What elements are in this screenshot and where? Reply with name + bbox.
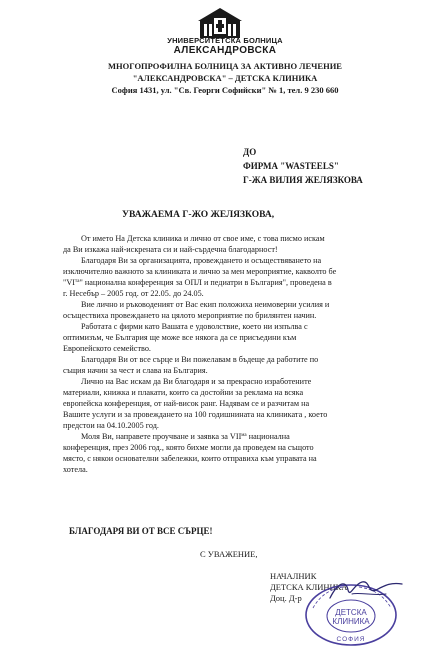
body-line: европейска конференция, от най-висок ранг. Надявам се и разчитам на [63, 399, 310, 408]
letterhead-line1: МНОГОПРОФИЛНА БОЛНИЦА ЗА АКТИВНО ЛЕЧЕНИЕ [108, 61, 342, 71]
body-line-start: Моля Ви, направете проучване и заявка за VII [81, 432, 242, 441]
recipient-company: ФИРМА "WASTEELS" [243, 161, 339, 171]
body-line: г. Несебър – 2005 год. от 22.05. до 24.05. [63, 289, 204, 298]
body-line [63, 431, 413, 442]
letterhead-address: София 1431, ул. "Св. Георги Софийски" № 1, тел. 9 230 660 [111, 85, 339, 95]
letter-body [63, 233, 413, 475]
body-line: изключително важното за клиниката и лично за мен мероприятие, какволто бе [63, 267, 337, 276]
letterhead [60, 60, 390, 96]
hospital-building-cross-icon [198, 6, 242, 40]
recipient-person: Г-ЖА ВИЛИЯ ЖЕЛЯЗКОВА [243, 175, 363, 185]
signoff-title: НАЧАЛНИК [270, 571, 317, 581]
body-line: хотела. [63, 465, 88, 474]
body-line: оптимизъм, че България ще може все някога да се присъедини към [63, 333, 297, 342]
thanks-line: БЛАГОДАРЯ ВИ ОТ ВСЕ СЪРЦЕ! [69, 526, 213, 536]
closing-line: С УВАЖЕНИЕ, [200, 549, 258, 559]
ordinal-suffix: та [74, 279, 80, 284]
salutation: УВАЖАЕМА Г-ЖО ЖЕЛЯЗКОВА, [122, 210, 275, 220]
handwritten-signature [290, 576, 410, 604]
body-line: да Ви изкажа най-искрената си и най-сърдечна благодарност! [63, 245, 278, 254]
stamp-city: СОФИЯ [336, 636, 366, 643]
body-line: конференция, през 2006 год., която бихме могли да проведем на същото [63, 443, 314, 452]
body-line: същия начин за чест и слава на България. [63, 366, 208, 375]
letterhead-line2: "АЛЕКСАНДРОВСКА" – ДЕТСКА КЛИНИКА [132, 73, 318, 83]
hospital-name-line1: УНИВЕРСИТЕТСКА БОЛНИЦА [167, 36, 283, 45]
recipient-block [243, 145, 363, 187]
ordinal-suffix: ма [241, 433, 247, 438]
body-line-rest: национална [246, 432, 290, 441]
body-line: предстои на 04.10.2005 год. [63, 421, 159, 430]
hospital-name [150, 36, 300, 56]
body-line: Благодаря Ви за организацията, провеждането и осъществяването на [81, 256, 322, 265]
hospital-name-line2: АЛЕКСАНДРОВСКА [173, 45, 277, 56]
body-line: Европейското семейство. [63, 344, 151, 353]
body-line: Вашите услуги и за провеждането на 100 годишнината на клиниката , което [63, 410, 328, 419]
stamp-center-line2: КЛИНИКА [332, 617, 370, 626]
signoff-unit: ДЕТСКА КЛИНИКА [270, 582, 348, 592]
body-line [63, 277, 413, 288]
body-line: Лично на Вас искам да Ви благодаря и за прекрасно изработените [81, 377, 312, 386]
body-line: Вие лично и ръководеният от Вас екип положиха неимоверни усилия и [81, 300, 330, 309]
body-line: Благодаря Ви от все сърце и Ви пожелавам в бъдеще да работите по [81, 355, 319, 364]
body-line: осъществиха провеждането на цялото мероприятие по брилянтен начин. [63, 311, 317, 320]
body-line: Работата с фирми като Вашата е удоволствие, което ни изпълва с [81, 322, 308, 331]
stamp-center-line1: ДЕТСКА [335, 608, 367, 617]
recipient-to: ДО [243, 147, 257, 157]
signoff-name: Доц. Д-р [270, 593, 302, 603]
body-line: материали, книжка и плакати, които са достойни за реклама на всяка [63, 388, 304, 397]
conference-number: "VI [63, 278, 75, 287]
body-line: място, с някои основателни забележки, които отправиха към управата на [63, 454, 317, 463]
body-line: От името На Детска клиника и лично от свое име, с това писмо искам [81, 234, 325, 243]
body-line-rest: " национална конференция за ОПЛ и педиатри в България", проведена в [79, 278, 332, 287]
